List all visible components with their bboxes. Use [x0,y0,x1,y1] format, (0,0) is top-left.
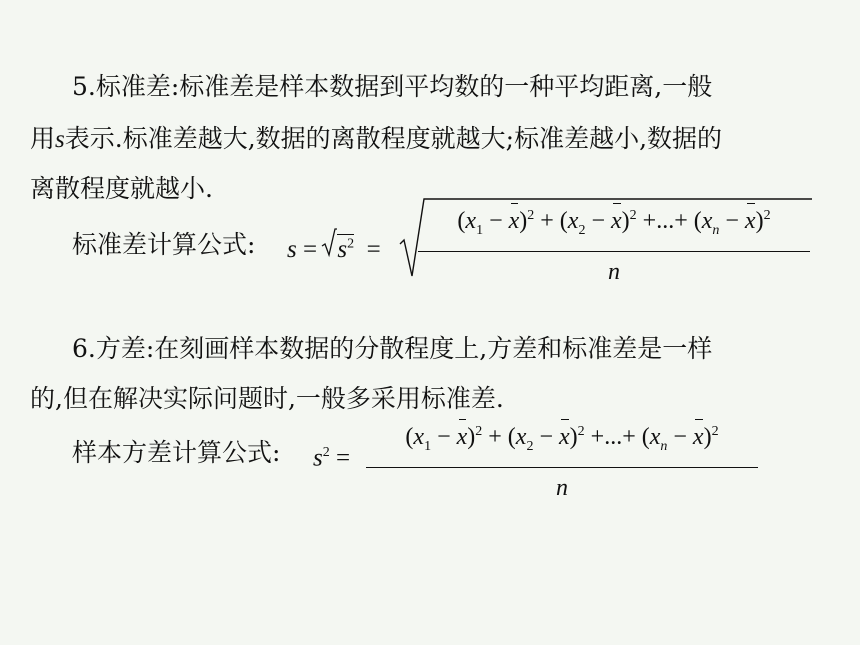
variance-denominator: n [556,474,568,501]
std-dev-formula-label [72,226,255,264]
variance-formula-label [72,434,280,472]
std-dev-line-2-text: 表示.标准差越大,数据的离散程度就越大;标准差越小,数据的 [64,124,723,153]
fraction-bar [366,467,758,468]
symbol-s: s [55,126,65,153]
variance-heading: 6.方差: [72,334,155,363]
std-dev-formula-lhs-visual: s = $s^2$ = [287,236,381,263]
std-dev-paragraph-line-3 [30,170,213,208]
variance-formula-lhs: $s^2$ = [313,444,351,472]
std-dev-line-3-text: 离散程度就越小. [30,174,213,203]
std-dev-heading: 5.标准差: [72,72,180,101]
std-dev-formula-label-text: 标准差计算公式: [72,230,256,259]
sqrt-icon [321,228,337,258]
variance-paragraph-line-2 [30,380,504,418]
std-dev-formula-lhs [287,226,381,269]
variance-fraction [366,418,758,502]
std-dev-paragraph-line-1 [72,68,712,106]
std-dev-fraction [418,202,810,286]
std-dev-line-1-text: 标准差是样本数据到平均数的一种平均距离,一般 [179,72,713,101]
variance-formula-label-text: 样本方差计算公式: [72,438,281,467]
variance-line-1-text: 在刻画样本数据的分散程度上,方差和标准差是一样 [154,334,713,363]
std-dev-line-2-prefix: 用 [30,124,56,153]
std-dev-numerator: $(x_1 - x)^2 + (x_2 - x)^2$ +...+ $(x_n - x)^2$ [457,208,771,238]
variance-paragraph-line-1 [72,330,712,368]
fraction-bar [418,251,810,252]
variance-line-2-text: 的,但在解决实际问题时,一般多采用标准差. [30,384,504,413]
std-dev-paragraph-line-2 [30,120,722,159]
std-dev-denominator: n [608,258,620,285]
variance-numerator: $(x_1 - x)^2 + (x_2 - x)^2$ +...+ $(x_n - x)^2$ [405,424,719,454]
